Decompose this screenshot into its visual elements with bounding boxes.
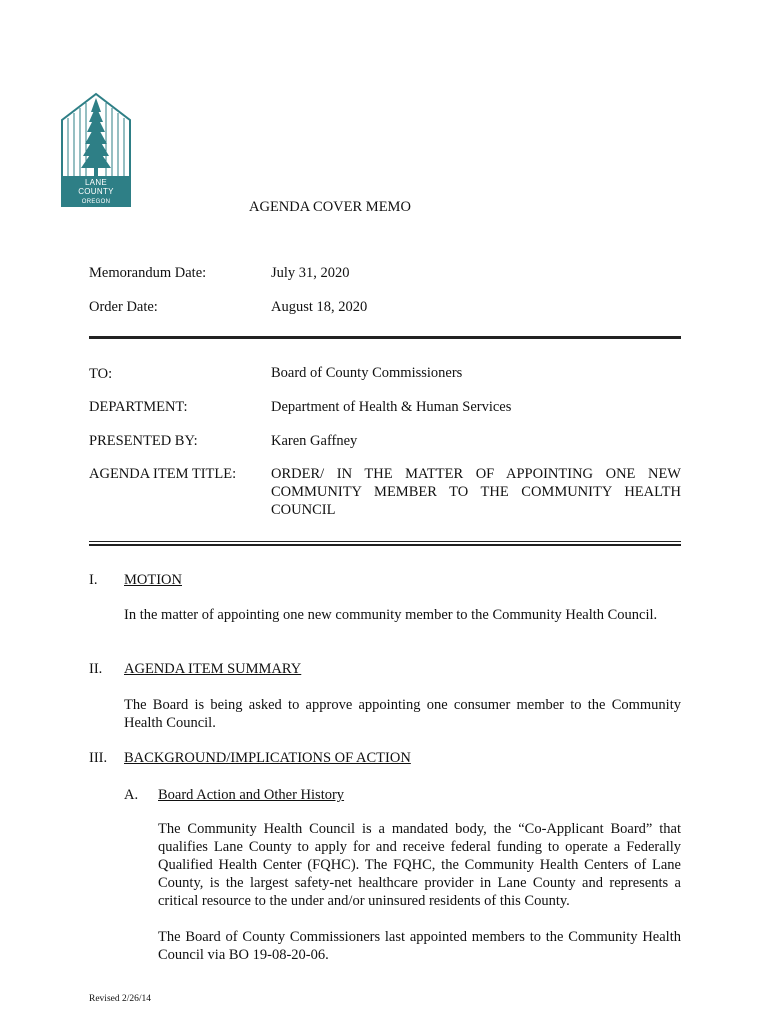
subsection-a-paragraph-2: The Board of County Commissioners last appointed members to the Community Health Council via BO 19-08-20-06.: [158, 929, 681, 963]
section-2-heading: AGENDA ITEM SUMMARY: [124, 661, 302, 677]
section-2-number: II.: [89, 661, 103, 677]
memorandum-date-label: Memorandum Date:: [89, 265, 207, 281]
memo-title: AGENDA COVER MEMO: [249, 199, 411, 215]
lane-county-logo: [60, 92, 132, 208]
order-date-label: Order Date:: [89, 299, 158, 315]
section-3-heading: BACKGROUND/IMPLICATIONS OF ACTION: [124, 750, 411, 766]
order-date-value: August 18, 2020: [271, 299, 368, 315]
logo-text-county: COUNTY: [78, 187, 114, 196]
section-2-text: The Board is being asked to approve appointing one consumer member to the Community Health Council.: [124, 697, 681, 731]
section-1-heading: MOTION: [124, 572, 182, 588]
presented-by-value: Karen Gaffney: [271, 433, 358, 449]
agenda-item-title-value: ORDER/ IN THE MATTER OF APPOINTING ONE NEW COMMUNITY MEMBER TO THE COMMUNITY HEALTH COUNCIL: [271, 466, 681, 518]
department-value: Department of Health & Human Services: [271, 399, 512, 415]
section-1-text: In the matter of appointing one new community member to the Community Health Council.: [124, 607, 658, 623]
section-1-number: I.: [89, 572, 98, 588]
to-value: Board of County Commissioners: [271, 365, 463, 381]
department-label: DEPARTMENT:: [89, 399, 188, 415]
logo-text-oregon: OREGON: [81, 199, 111, 205]
presented-by-label: PRESENTED BY:: [89, 433, 198, 449]
to-label: TO:: [89, 366, 113, 382]
footer-revised: Revised 2/26/14: [89, 994, 152, 1004]
top-divider: [89, 336, 681, 339]
memorandum-date-value: July 31, 2020: [271, 265, 350, 281]
bottom-divider: [89, 541, 681, 546]
agenda-item-title-label: AGENDA ITEM TITLE:: [89, 466, 237, 482]
subsection-a-paragraph-1: The Community Health Council is a mandated body, the “Co-Applicant Board” that qualifies Lane County to apply for and receive federal funding to operate a Federally Qualified Health Center (FQHC). The FQHC, the Community Health Centers of Lane County, is the largest safety-net healthcare provider in Lane County and represents a critical resource to the under and/or uninsured residents of this County.: [158, 821, 681, 909]
subsection-a-heading: Board Action and Other History: [158, 787, 345, 803]
section-3-number: III.: [89, 750, 108, 766]
logo-text-lane: LANE: [84, 178, 108, 187]
subsection-a-number: A.: [124, 787, 139, 803]
